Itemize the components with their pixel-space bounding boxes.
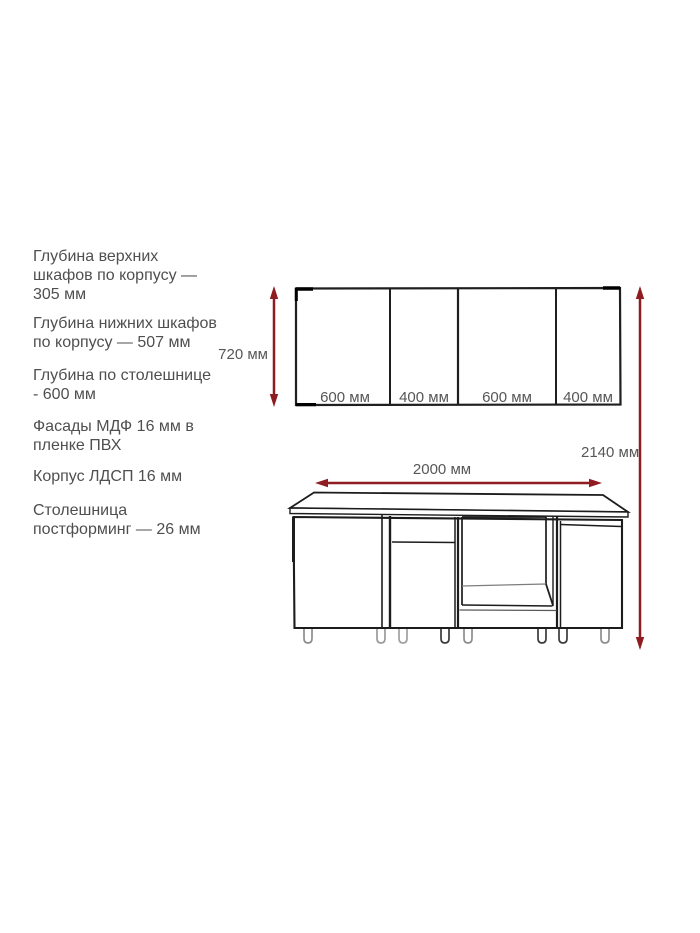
spec-line: Столешница [33,502,128,519]
spec-line: Глубина нижних шкафов [33,315,217,332]
upper-section-label-4: 400 мм [563,389,613,406]
spec-line: пленке ПВХ [33,437,122,454]
spec-line: - 600 мм [33,386,96,403]
drawer-divider [392,542,455,543]
spec-line: Глубина по столешнице [33,367,211,384]
spec-line: Фасады МДФ 16 мм в [33,418,194,435]
countertop [290,493,628,518]
upper-section-label-1: 600 мм [320,389,370,406]
base-cabinet-body [294,514,623,628]
spec-line: Глубина верхних [33,248,159,265]
spec-line: 305 мм [33,286,87,303]
dim-label-720: 720 мм [218,346,268,363]
dim-label-2000: 2000 мм [412,461,472,478]
dimension-arrow-2000 [315,479,602,487]
upper-cabinets [296,288,621,405]
dim-label-2140: 2140 мм [581,444,640,461]
spec-line: шкафов по корпусу — [33,267,198,284]
spec-line: Корпус ЛДСП 16 мм [33,468,183,485]
dimension-arrow-720 [270,286,278,407]
dimension-arrow-2140 [636,286,644,650]
plinth-line [460,610,557,611]
spec-line: по корпусу — 507 мм [33,334,191,351]
cabinet-legs [304,629,609,643]
upper-section-label-3: 600 мм [482,389,532,406]
upper-section-label-2: 400 мм [399,389,449,406]
spec-line: постформинг — 26 мм [33,521,201,538]
